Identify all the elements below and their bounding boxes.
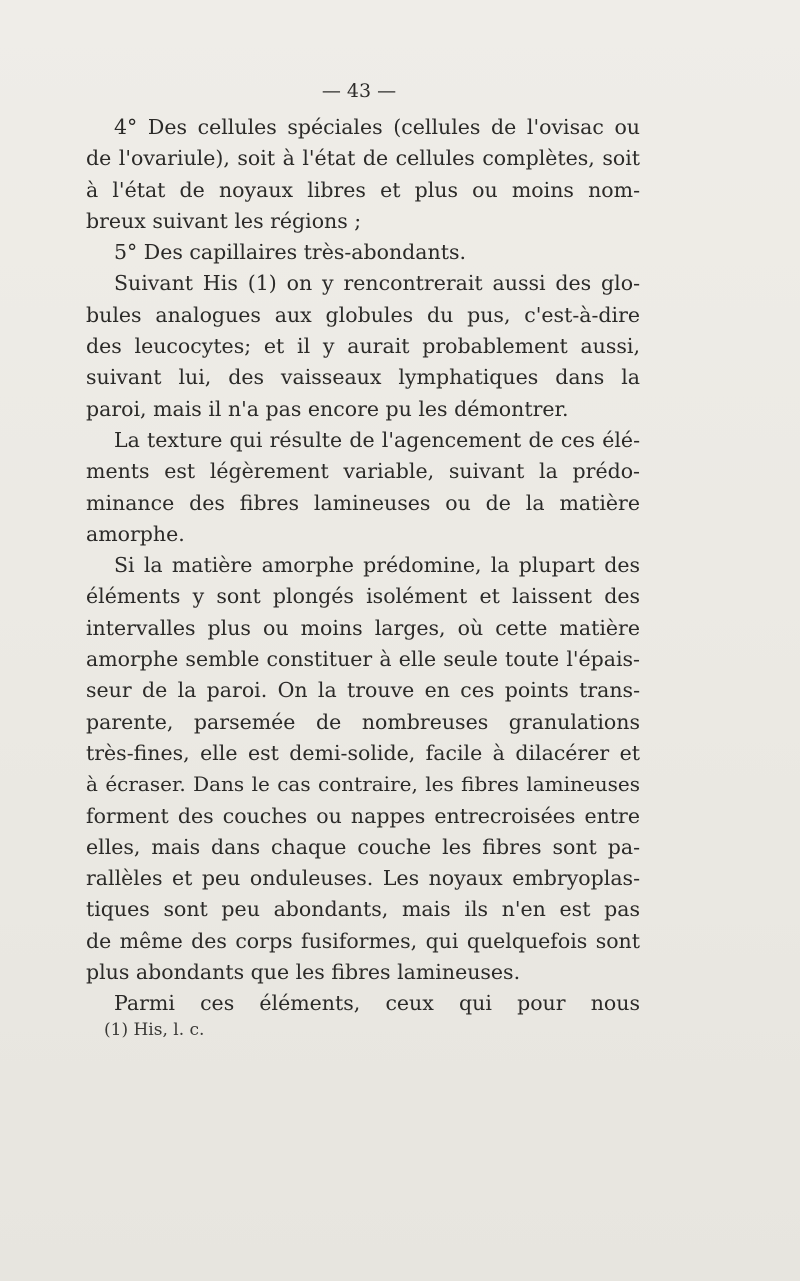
text-line: à écraser. Dans le cas contraire, les fibres lamineuses [86,772,640,797]
text-line: à l'état de noyaux libres et plus ou moins nom- [86,177,640,202]
text-line: Si la matière amorphe prédomine, la plupart des [114,553,640,578]
text-line: amorphe. [86,521,185,546]
body-text [86,112,640,1020]
text-line: des leucocytes; et il y aurait probablement aussi, [86,334,640,359]
page-number: — 43 — [321,80,397,102]
text-line: rallèles et peu onduleuses. Les noyaux embryoplas- [86,866,640,891]
text-line: éléments y sont plongés isolément et laissent des [86,584,640,609]
text-line: tiques sont peu abondants, mais ils n'en est pas [86,897,640,922]
text-line: forment des couches ou nappes entrecroisées entre [86,803,640,828]
text-line: Parmi ces éléments, ceux qui pour nous [114,991,640,1016]
text-line: ments est légèrement variable, suivant la prédo- [86,459,640,484]
text-line: intervalles plus ou moins larges, où cette matière [86,615,640,640]
text-line: elles, mais dans chaque couche les fibres sont pa- [86,834,640,859]
text-line: de l'ovariule), soit à l'état de cellules complètes, soit [86,146,640,171]
text-line: amorphe semble constituer à elle seule toute l'épais- [86,647,640,672]
text-line: bules analogues aux globules du pus, c'est-à-dire [86,302,640,327]
text-line: minance des fibres lamineuses ou de la matière [86,490,640,515]
text-line: parente, parsemée de nombreuses granulations [86,709,640,734]
text-line: 4° Des cellules spéciales (cellules de l'ovisac ou [114,115,640,139]
text-line: plus abondants que les fibres lamineuses. [86,960,521,985]
footnote: (1) His, l. c. [104,1020,205,1040]
text-line: breux suivant les régions ; [86,208,362,233]
text-line: de même des corps fusiformes, qui quelquefois sont [86,928,640,953]
text-line: 5° Des capillaires très-abondants. [114,240,466,265]
text-line: seur de la paroi. On la trouve en ces points trans- [86,678,640,703]
text-line: paroi, mais il n'a pas encore pu les démontrer. [86,396,569,421]
text-line: suivant lui, des vaisseaux lymphatiques dans la [86,365,640,390]
text-line: Suivant His (1) on y rencontrerait aussi des glo- [114,271,640,296]
text-line: très-fines, elle est demi-solide, facile à dilacérer et [86,740,640,765]
text-line: La texture qui résulte de l'agencement de ces élé- [114,427,640,452]
